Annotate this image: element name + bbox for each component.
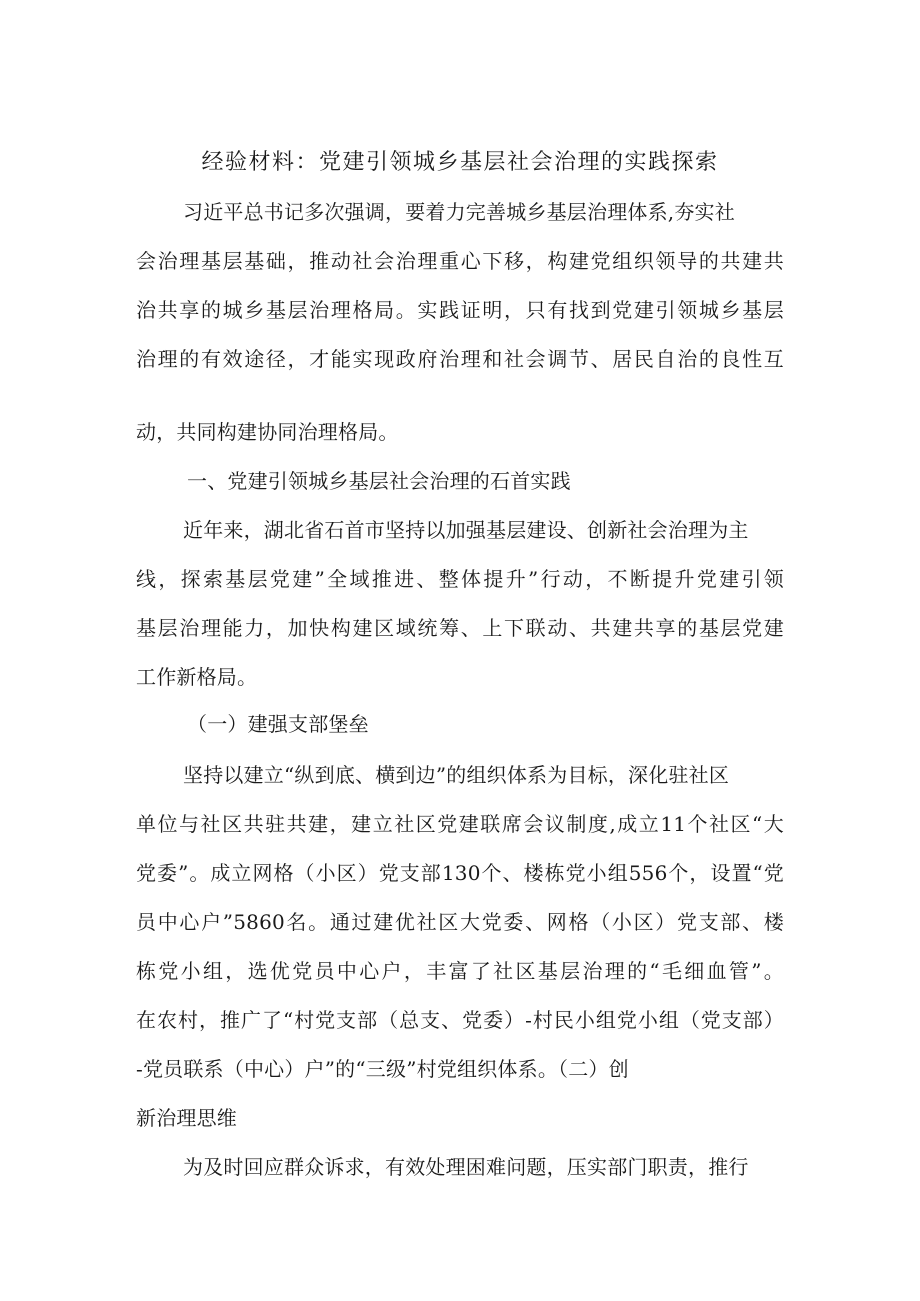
paragraph-1-line-1: 习近平总书记多次强调，要着力完善城乡基层治理体系,夯实社 — [183, 200, 735, 224]
paragraph-3-line-5: 栋党小组，选优党员中心户，丰富了社区基层治理的“毛细血管”。 — [136, 959, 784, 983]
paragraph-3-line-7: -党员联系（中心）户”的“三级”村党组织体系。（二）创 — [136, 1057, 629, 1081]
paragraph-3-line-8: 新治理思维 — [136, 1106, 237, 1130]
paragraph-2-line-3: 基层治理能力，加快构建区域统筹、上下联动、共建共享的基层党建 — [136, 616, 784, 640]
paragraph-1-line-3: 治共享的城乡基层治理格局。实践证明，只有找到党建引领城乡基层 — [136, 298, 784, 322]
paragraph-3-line-1: 坚持以建立“纵到底、横到边”的组织体系为目标，深化驻社区 — [183, 763, 730, 787]
paragraph-3-line-2: 单位与社区共驻共建，建立社区党建联席会议制度,成立11个社区“大 — [136, 812, 784, 836]
paragraph-2-line-2: 线，探索基层党建”全域推进、整体提升”行动，不断提升党建引领 — [136, 567, 784, 591]
paragraph-1-line-2: 会治理基层基础，推动社会治理重心下移，构建党组织领导的共建共 — [136, 249, 784, 273]
paragraph-3-line-4: 员中心户”5860名。通过建优社区大党委、网格（小区）党支部、楼 — [136, 910, 784, 934]
paragraph-4-line-1: 为及时回应群众诉求，有效处理困难问题，压实部门职责，推行 — [183, 1155, 749, 1179]
subsection-heading-1: （一）建强支部堡垒 — [187, 712, 369, 736]
paragraph-3-line-3: 党委”。成立网格（小区）党支部130个、楼栋党小组556个，设置“党 — [136, 861, 784, 885]
paragraph-1-line-4: 治理的有效途径，才能实现政府治理和社会调节、居民自治的良性互 — [136, 347, 784, 371]
section-heading-1: 一、党建引领城乡基层社会治理的石首实践 — [187, 469, 571, 493]
paragraph-3-line-6: 在农村，推广了“村党支部（总支、党委）-村民小组党小组（党支部） — [136, 1008, 784, 1032]
paragraph-2-line-4: 工作新格局。 — [136, 665, 258, 689]
paragraph-2-line-1: 近年来，湖北省石首市坚持以加强基层建设、创新社会治理为主 — [183, 518, 749, 542]
paragraph-1-line-5: 动，共同构建协同治理格局。 — [136, 420, 399, 444]
document-title: 经验材料：党建引领城乡基层社会治理的实践探索 — [201, 150, 719, 175]
